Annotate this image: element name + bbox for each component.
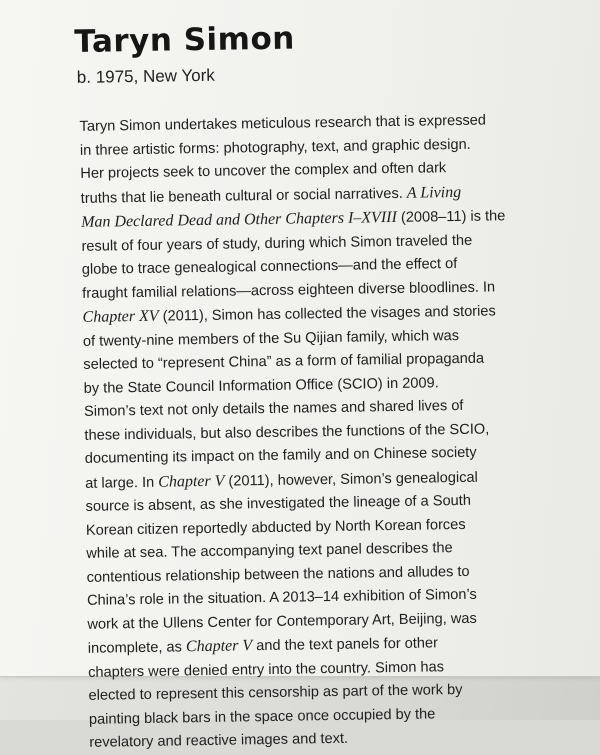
body-text-segment: by the State Council Information Office (SCIO) in 2009. bbox=[83, 374, 439, 397]
body-text-segment: globe to trace genealogical connections—and the effect of bbox=[81, 255, 458, 278]
body-text-segment: painting black bars in the space once occupied by the bbox=[88, 705, 436, 728]
body-text-segment: Taryn Simon undertakes meticulous research that is expressed bbox=[79, 112, 487, 135]
body-text-segment: of twenty-nine members of the Su Qijian family, which was bbox=[82, 327, 460, 350]
body-text-segment: at large. In bbox=[85, 474, 159, 492]
body-text-segment: Her projects seek to uncover the complex and often dark bbox=[80, 160, 447, 182]
body-text-segment: Simon’s text not only details the names and shared lives of bbox=[83, 397, 464, 420]
body-text-segment: selected to “represent China” as a form of familial propaganda bbox=[83, 350, 485, 373]
body-text-segment: work at the Ullens Center for Contemporary Art, Beijing, was bbox=[87, 610, 477, 633]
body-text-segment: chapters were denied entry into the country. Simon has bbox=[88, 658, 445, 681]
body-text-segment: while at sea. The accompanying text panel describes the bbox=[86, 540, 453, 562]
body-text-segment: documenting its impact on the family and on Chinese society bbox=[84, 444, 477, 467]
body-text-segment: contentious relationship between the nations and alludes to bbox=[86, 563, 470, 586]
body-text-segment: revelatory and reactive images and text. bbox=[89, 730, 349, 751]
birth-info: b. 1975, New York bbox=[76, 65, 215, 87]
body-text-segment: fraught familial relations—across eighteen diverse bloodlines. In bbox=[82, 278, 496, 302]
wall-label-content bbox=[72, 17, 543, 755]
body-text-segment: and the text panels for other bbox=[252, 635, 439, 655]
body-text-segment: China’s role in the situation. A 2013–14 exhibition of Simon’s bbox=[86, 586, 477, 609]
body-text-segment: truths that lie beneath cultural or social narratives. bbox=[80, 185, 407, 207]
body-text-segment: Korean citizen reportedly abducted by North Korean forces bbox=[85, 516, 466, 539]
body-text-segment: result of four years of study, during which Simon traveled the bbox=[81, 232, 473, 255]
body-text-segment: (2011), Simon has collected the visages and stories bbox=[158, 303, 496, 325]
body-text-segment: (2011), however, Simon’s genealogical bbox=[224, 469, 478, 490]
artwork-title: A Living bbox=[406, 183, 462, 202]
body-text-segment: in three artistic forms: photography, text, and graphic design. bbox=[79, 136, 471, 159]
artist-name: Taryn Simon bbox=[73, 20, 296, 60]
label-body-text bbox=[79, 109, 543, 755]
body-text-segment: source is absent, as she investigated the lineage of a South bbox=[85, 492, 472, 515]
body-text-segment: incomplete, as bbox=[87, 639, 187, 657]
artwork-title: Man Declared Dead and Other Chapters I–XVIII bbox=[80, 208, 397, 231]
body-text-segment: (2008–11) is the bbox=[396, 208, 506, 226]
body-text-segment: elected to represent this censorship as part of the work by bbox=[88, 681, 463, 704]
artwork-title: Chapter V bbox=[185, 637, 253, 656]
artwork-title: Chapter XV bbox=[82, 307, 159, 326]
body-text-segment: these individuals, but also describes the functions of the SCIO, bbox=[84, 420, 490, 444]
artwork-title: Chapter V bbox=[158, 472, 225, 491]
